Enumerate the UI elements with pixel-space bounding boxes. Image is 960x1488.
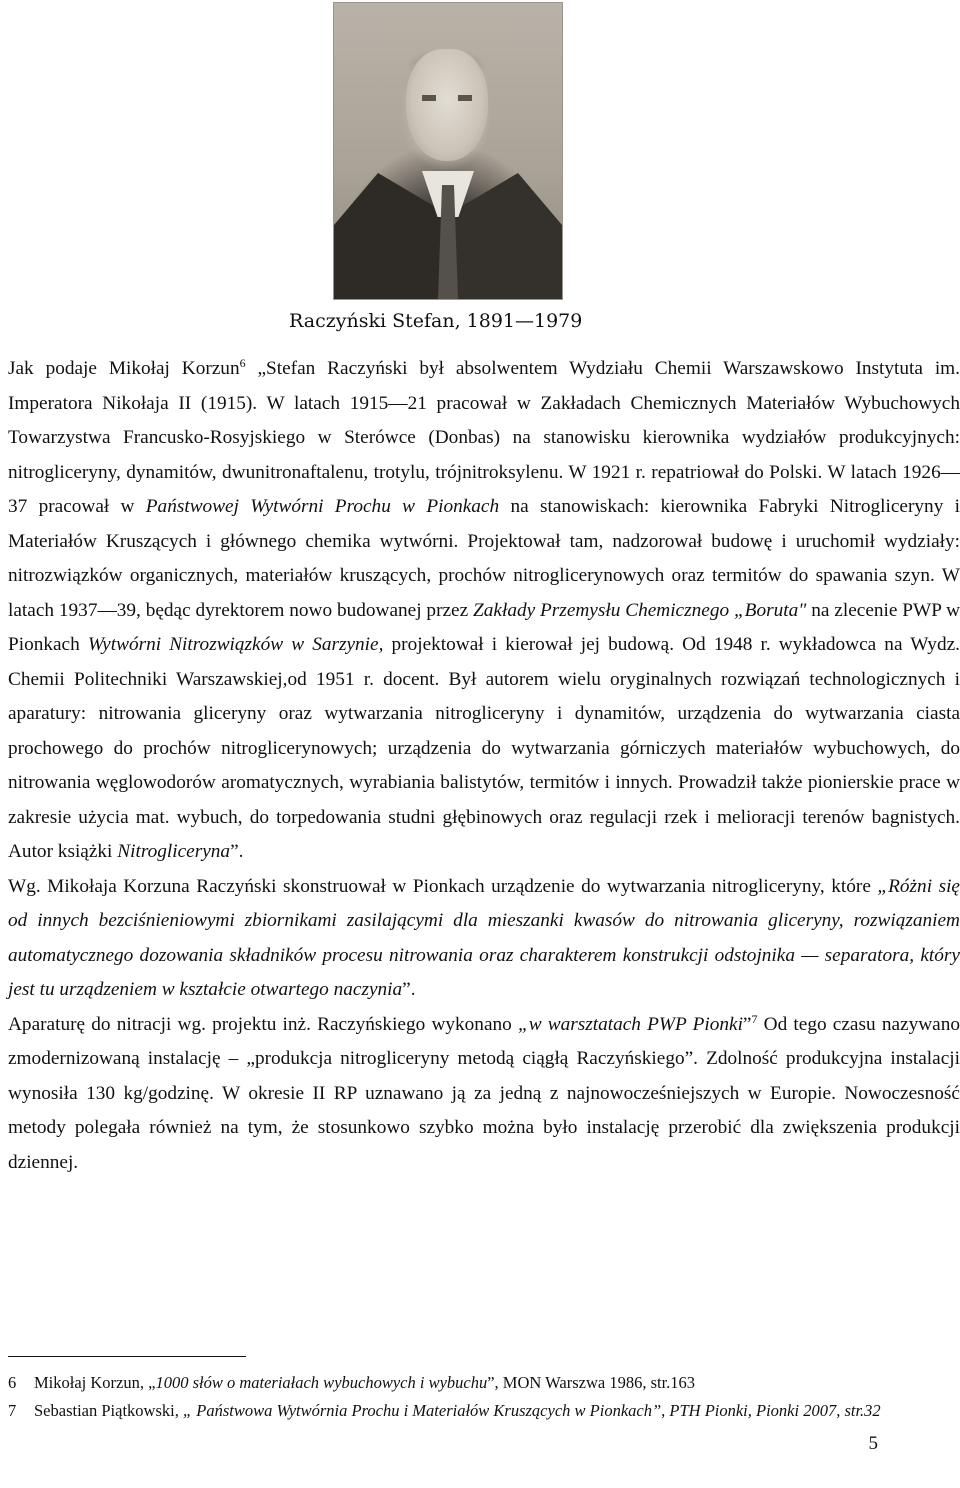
coat-left-shape <box>334 173 444 300</box>
italic-text: 1000 słów o materiałach wybuchowych i wybuchu <box>155 1373 488 1392</box>
face-shape <box>406 49 488 161</box>
footnote <box>8 1397 960 1425</box>
text-run: na zlecenie PWP w Pionkach <box>8 599 960 655</box>
eyes-shape <box>422 95 472 101</box>
page-number: 5 <box>868 1433 878 1454</box>
text-run: „Stefan Raczyński był absolwentem Wydziału Chemii Warszawskowo Instytuta im. Imperatora Nikołaja II (1915). W latach 1915—21 pracował w Zakładach Chemicznych Materiałów Wybuchowych Towarzystwa Francusko-Rosyjskiego w Sterówce (Donbas) na stanowisku kierownika wydziałów produkcyjnych: nitrogliceryny, dynamitów, dwunitronaftalenu, trotylu, trójnitroksylenu. W 1921 r. repatriował do Polski. W latach 1926— 37 pracował w <box>8 358 960 517</box>
italic-text: Państwowej Wytwórni Prochu w Pionkach <box>145 496 500 517</box>
photo-caption: Raczyński Stefan, 1891—1979 <box>289 310 583 332</box>
text-run: Aparaturę do nitracji wg. projektu inż. Raczyńskiego wykonano <box>8 1013 518 1035</box>
footnote-separator <box>8 1356 246 1357</box>
italic-text: „Różni się od innych bezciśnieniowymi zbiornikami zasilającymi dla mieszanki kwasów do nitrowania gliceryny, rozwiązaniem automatycznego dozowania składników procesu nitrowania oraz charakterem konstrukcji odstojnika — separatora, który jest tu urządzeniem w kształcie otwartego naczynia <box>8 875 960 1000</box>
body-text <box>8 352 960 1180</box>
italic-text: „w warsztatach PWP Pionki <box>517 1013 743 1035</box>
portrait-photo <box>333 2 563 300</box>
italic-text: Nitrogliceryna <box>117 841 231 862</box>
text-run: ”. <box>230 841 244 862</box>
text-run: Od tego czasu nazywano zmodernizowaną instalację – „produkcja nitrogliceryny metodą ciągłą Raczyńskiego”. Zdolność produkcyjna instalacji wynosiła 130 kg/godzinę. W okresie II RP uznawano ją za jedną z najnowocześniejszych w Europie. Nowoczesność metody polegała również na tym, że stosunkowo szybko można było instalację przerobić dla zwiększenia produkcji dziennej. <box>8 1013 960 1173</box>
coat-right-shape <box>452 173 562 300</box>
text-run: Mikołaj Korzun, „ <box>34 1373 156 1392</box>
footnote-ref: 7 <box>751 1011 758 1026</box>
footnote-number: 7 <box>8 1401 17 1420</box>
footnotes <box>8 1369 960 1425</box>
footnote-text <box>34 1397 960 1425</box>
footnote-text <box>34 1369 960 1397</box>
text-run: ”. <box>402 979 416 1000</box>
paragraph <box>8 870 960 1008</box>
footnote-number: 6 <box>8 1373 17 1392</box>
text-run: Jak podaje Mikołaj Korzun <box>8 358 240 379</box>
text-run: na stanowiskach: kierownika Fabryki Nitrogliceryny i Materiałów Kruszących i głównego chemika wytwórni. Projektował tam, nadzorował budowę i uruchomił wydziały: nitrozwiązków organicznych, materiałów kruszących, prochów nitroglicerynowych oraz termitów do spawania szyn. W latach 1937—39, będąc dyrektorem nowo budowanej przez <box>8 496 960 621</box>
text-run: Sebastian Piątkowski, <box>34 1401 183 1420</box>
footnote-ref: 6 <box>239 356 246 370</box>
text-run: ” <box>742 1013 752 1035</box>
paragraph <box>8 352 960 870</box>
paragraph <box>8 1008 960 1181</box>
text-run: Wg. Mikołaja Korzuna Raczyński skonstruował w Pionkach urządzenie do wytwarzania nitrogliceryny, które <box>8 875 878 897</box>
text-run: projektował i kierował jej budową. Od 1948 r. wykładowca na Wydz. Chemii Politechniki Warszawskiej,od 1951 r. docent. Był autorem wielu oryginalnych rozwiązań technologicznych i aparatury: nitrowania gliceryny oraz wytwarzania nitrogliceryny i dynamitów, urządzenia do wytwarzania ciasta prochowego do prochów nitroglicerynowych; urządzenia do wytwarzania górniczych materiałów wybuchowych, do nitrowania węglowodorów aromatycznych, wyrabiania balistytów, termitów i innych. Prowadził także pionierskie prace w zakresie użycia mat. wybuch, do torpedowania studni głębinowych oraz regulacji rzek i melioracji terenów bagnistych. Autor książki <box>8 634 960 862</box>
text-run: ”, MON Warszwa 1986, str.163 <box>487 1373 696 1392</box>
italic-text: Wytwórni Nitrozwiązków w Sarzynie, <box>87 634 384 655</box>
italic-text: „ Państwowa Wytwórnia Prochu i Materiałów Kruszących w Pionkach”, PTH Pionki, Pionki 2007, str.32 <box>182 1401 881 1420</box>
italic-text: Zakłady Przemysłu Chemicznego „Boruta" <box>473 599 807 621</box>
footnote <box>8 1369 960 1397</box>
